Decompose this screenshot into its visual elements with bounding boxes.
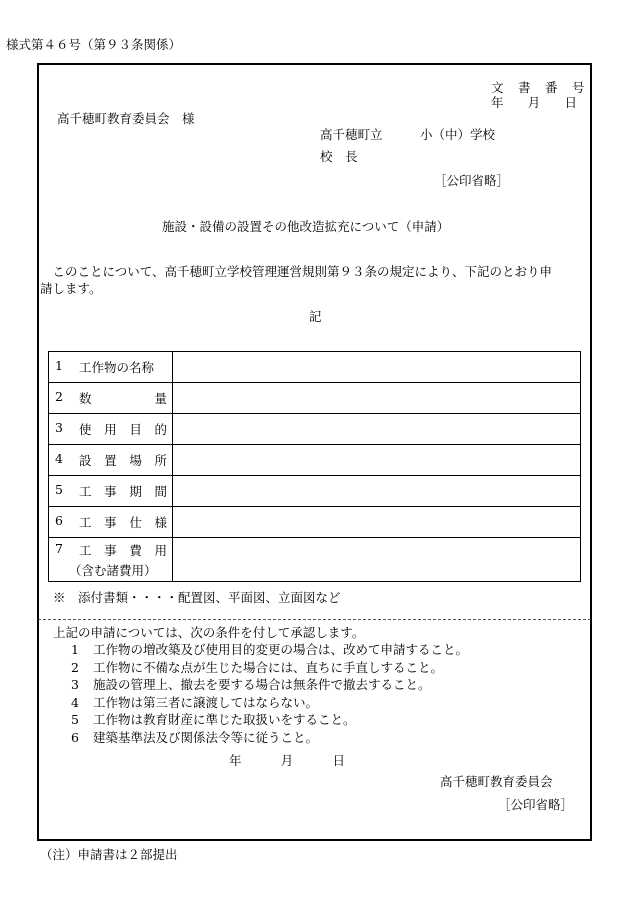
addressee: 高千穂町教育委員会 様 — [57, 111, 195, 126]
top-date-month: 月 — [527, 95, 541, 110]
item-value-spec[interactable] — [173, 507, 581, 538]
top-date — [491, 97, 577, 110]
body-text-line2: 請します。 — [40, 281, 102, 296]
item-number: 3 — [55, 420, 63, 435]
approval-intro: 上記の申請については、次の条件を付して承認します。 — [53, 625, 365, 640]
document-title: 施設・設備の設置その他改造拡充について（申請） — [162, 219, 450, 234]
item-number: 6 — [55, 513, 63, 528]
list-item: 5 工作物は教育財産に準じた取扱いをすること。 — [71, 712, 356, 727]
list-item: 6 建築基準法及び関係法令等に従うこと。 — [71, 729, 319, 745]
item-value-period[interactable] — [173, 476, 581, 507]
top-date-year: 年 — [491, 95, 504, 110]
item-number: 2 — [55, 389, 63, 404]
table-row — [49, 383, 581, 414]
form-number: 様式第４６号（第９３条関係） — [6, 37, 182, 52]
list-item: 1 工作物の増改築及び使用目的変更の場合は、改めて申請すること。 — [71, 642, 469, 657]
item-label: 工作物の名称 — [79, 360, 155, 375]
table-row — [49, 507, 581, 538]
approval-date-year: 年 — [229, 753, 242, 768]
item-label: 使 用 目 的 — [79, 422, 167, 437]
item-value-name[interactable] — [173, 352, 581, 383]
list-item: 2 工作物に不備な点が生じた場合には、直ちに手直しすること。 — [71, 659, 444, 675]
seal-omitted-bottom: ［公印省略］ — [498, 797, 574, 812]
item-value-purpose[interactable] — [173, 414, 581, 445]
approval-date — [229, 755, 345, 768]
body-text-line1: このことについて、高千穂町立学校管理運営規則第９３条の規定により、下記のとおり申 — [40, 264, 553, 279]
table-row — [49, 414, 581, 445]
footnote: （注）申請書は２部提出 — [40, 847, 178, 862]
approval-date-day: 日 — [332, 753, 345, 768]
item-value-quantity[interactable] — [173, 383, 581, 414]
ki-heading: 記 — [309, 309, 322, 324]
item-label: 工 事 費 用 — [79, 542, 167, 558]
table-row — [49, 445, 581, 476]
list-item: 3 施設の管理上、撤去を要する場合は無条件で撤去すること。 — [71, 677, 431, 692]
item-label: 設 置 場 所 — [79, 453, 167, 468]
table-row — [49, 538, 581, 582]
item-number: 5 — [55, 482, 63, 497]
divider — [38, 619, 591, 620]
item-sublabel: （含む諸費用） — [69, 562, 157, 578]
attachment-note: ※ 添付書類・・・・配置図、平面図、立面図など — [53, 590, 341, 605]
school-name: 高千穂町立 小（中）学校 — [320, 127, 496, 142]
table-row — [49, 476, 581, 507]
issuer: 高千穂町教育委員会 — [440, 774, 553, 789]
doc-number: 文 書 番 号 — [491, 80, 586, 95]
seal-omitted-top: ［公印省略］ — [434, 173, 510, 188]
item-label: 工 事 期 間 — [79, 484, 167, 499]
list-item: 4 工作物は第三者に譲渡してはならない。 — [71, 694, 319, 710]
items-table — [48, 351, 581, 582]
item-label: 数 量 — [79, 391, 167, 406]
principal: 校 長 — [320, 149, 358, 164]
approval-date-month: 月 — [280, 753, 294, 768]
item-number: 4 — [55, 451, 63, 466]
item-number: 1 — [55, 358, 63, 373]
conditions-list — [53, 641, 468, 746]
item-label: 工 事 仕 様 — [79, 515, 167, 530]
top-date-day: 日 — [564, 95, 577, 110]
item-value-location[interactable] — [173, 445, 581, 476]
table-row — [49, 352, 581, 383]
item-number: 7 — [55, 540, 63, 556]
item-value-cost[interactable] — [173, 538, 581, 582]
